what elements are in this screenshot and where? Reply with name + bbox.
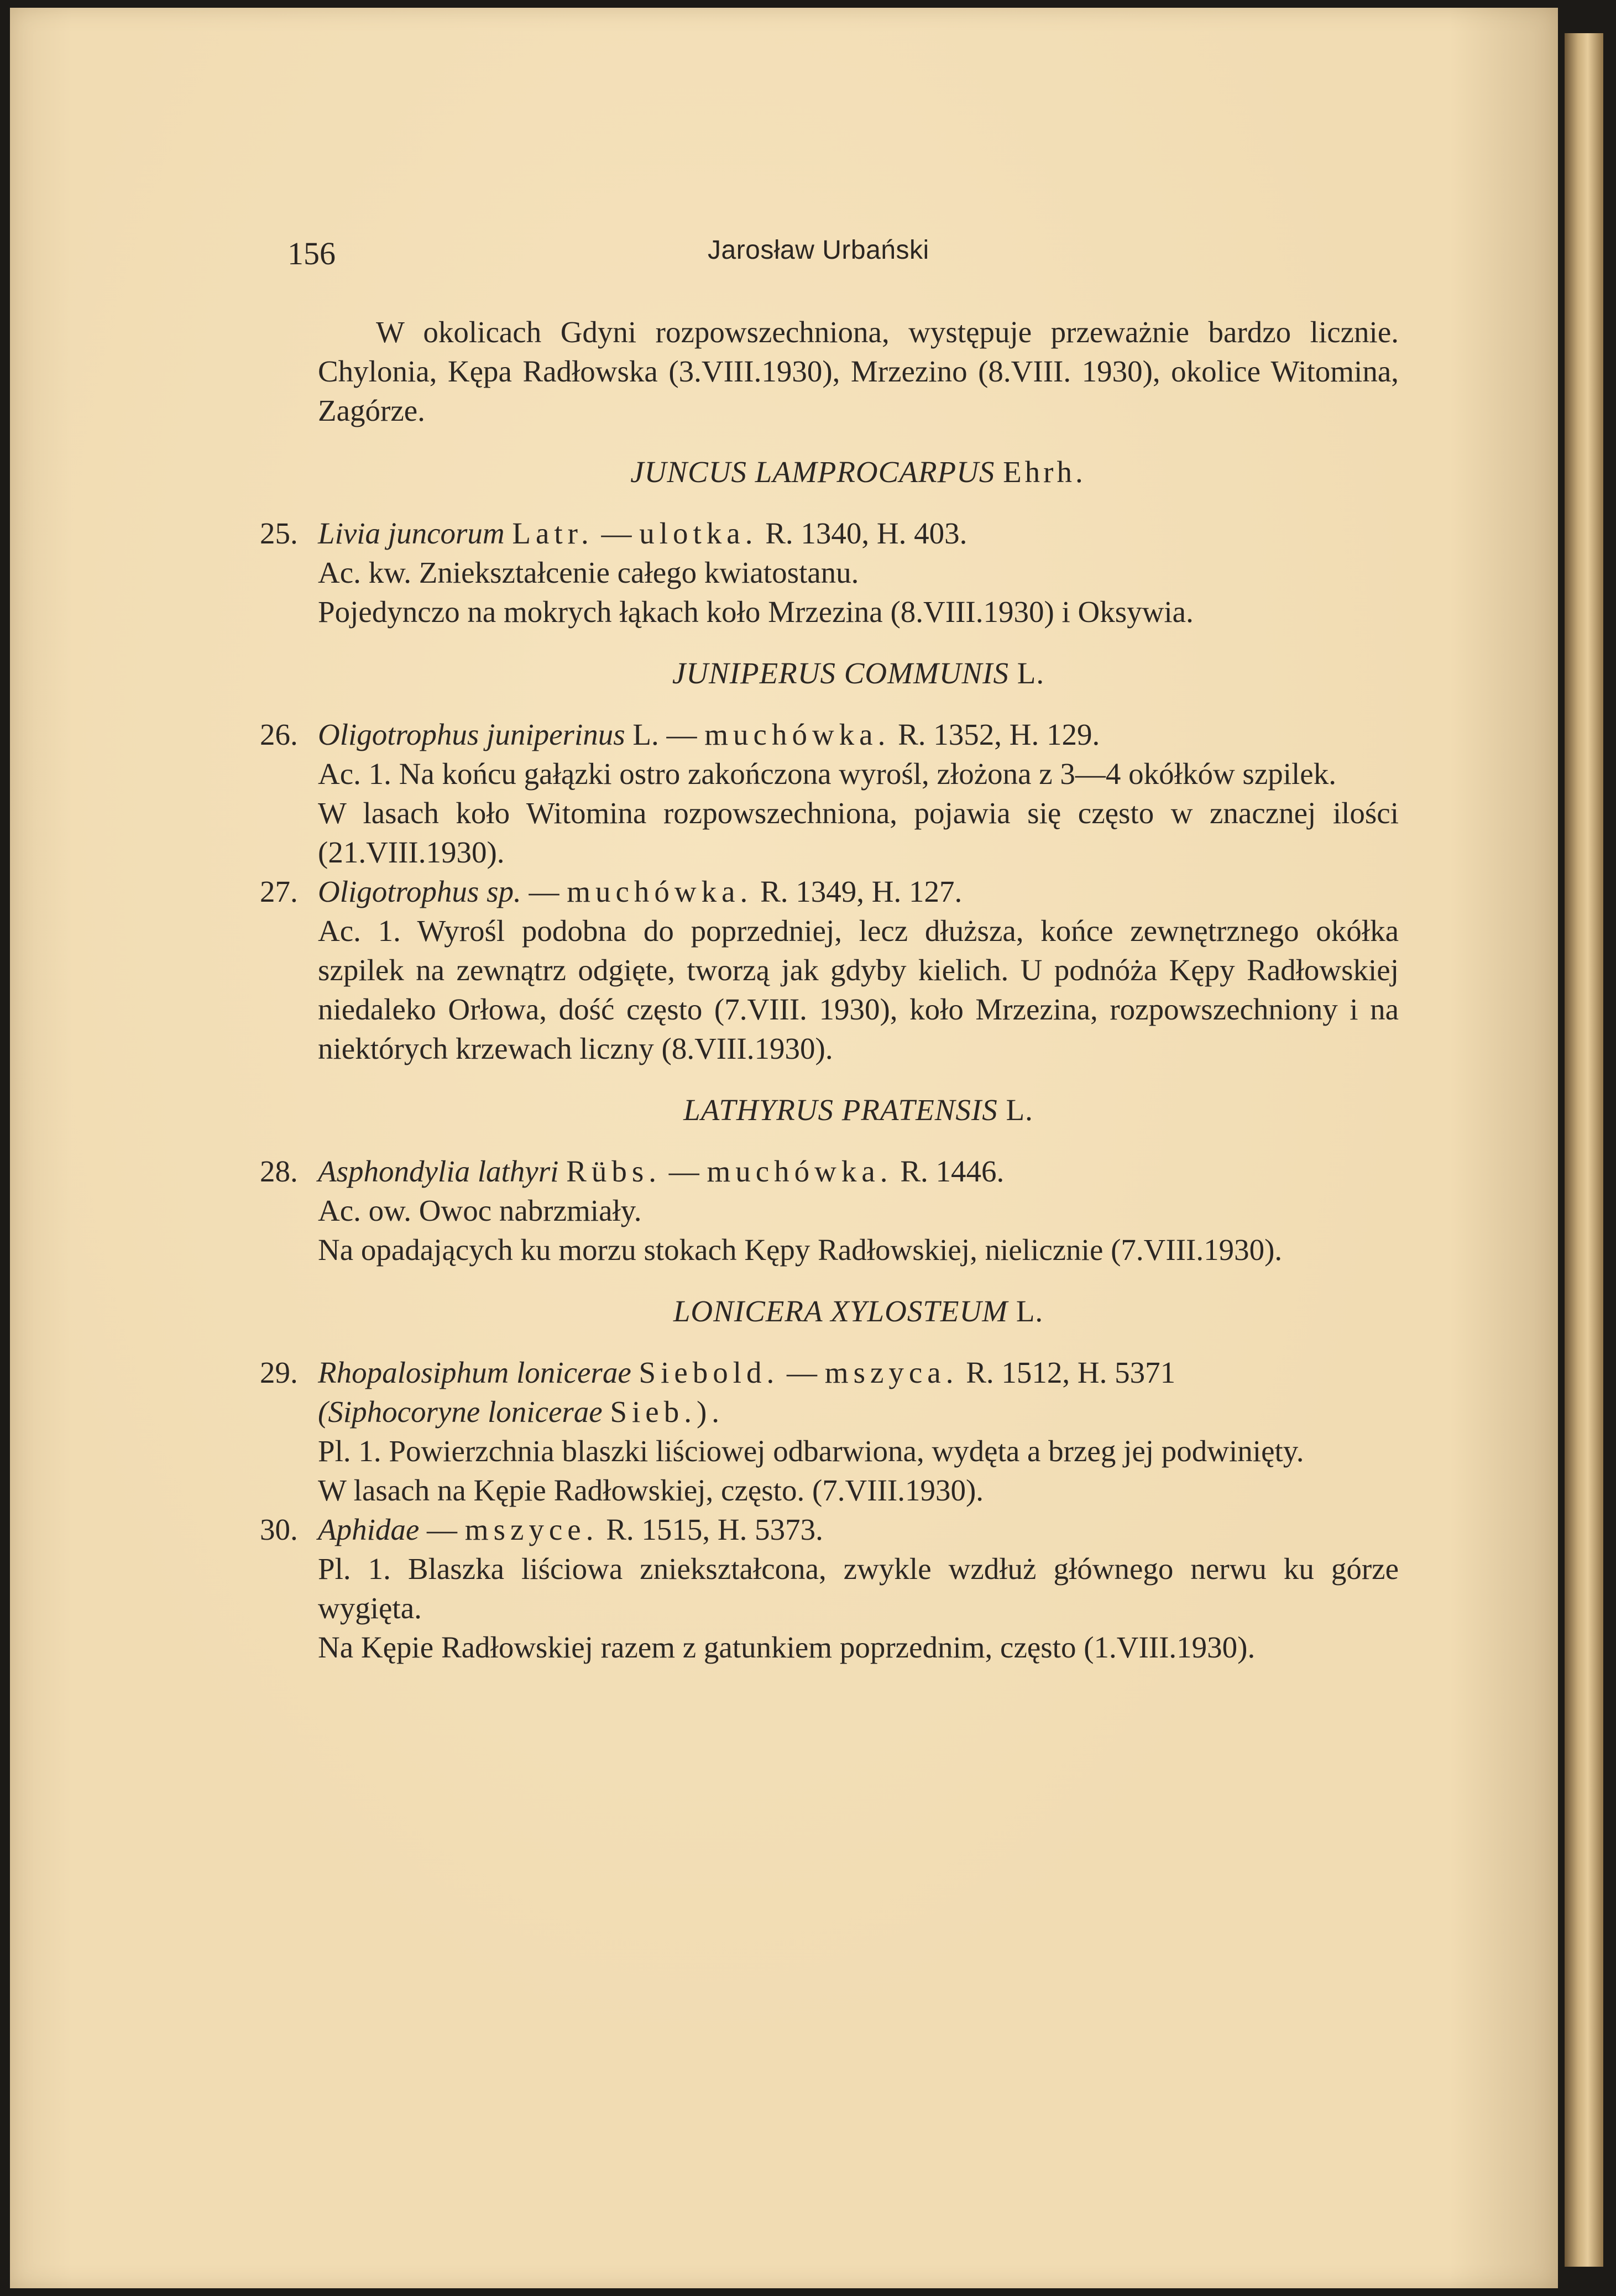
entry-refs: R. 1446.	[892, 1154, 1005, 1188]
entry-refs: R. 1340, H. 403.	[757, 516, 967, 550]
page-body	[260, 312, 1399, 1667]
entry-synonym: (Siphocoryne lonicerae	[318, 1395, 603, 1429]
gall-entry	[260, 1353, 1399, 1510]
plant-author: L.	[1016, 1294, 1044, 1328]
entry-dash: —	[779, 1356, 825, 1389]
entry-refs: R. 1512, H. 5371	[958, 1356, 1176, 1389]
entry-description: Ac. 1. Na końcu gałązki ostro zakończona wyrośl, złożona z 3—4 okółków szpilek.	[318, 757, 1336, 791]
entry-refs: R. 1349, H. 127.	[752, 875, 963, 908]
entry-group: ulotka.	[639, 516, 758, 550]
plant-author: Ehrh.	[1003, 455, 1086, 489]
entry-taxon-author: Rübs.	[566, 1154, 661, 1188]
entry-taxon: Rhopalosiphum lonicerae	[318, 1356, 631, 1389]
entry-description: Ac. ow. Owoc nabrzmiały.	[318, 1194, 642, 1227]
entry-locality: Na opadających ku morzu stokach Kępy Radłowskiej, nielicznie (7.VIII.1930).	[318, 1233, 1283, 1267]
entry-locality: W lasach koło Witomina rozpowszechniona, pojawia się często w znacznej ilości (21.VIII.1930).	[318, 796, 1399, 869]
entry-group: mszyca.	[824, 1356, 959, 1389]
entry-group: muchówka.	[707, 1154, 893, 1188]
entry-taxon-author: Siebold.	[639, 1356, 780, 1389]
plant-name: LATHYRUS PRATENSIS	[683, 1093, 998, 1127]
plant-heading	[318, 452, 1399, 491]
entry-taxon: Oligotrophus sp.	[318, 875, 521, 908]
plant-author: L.	[1017, 656, 1045, 690]
entry-taxon: Aphidae	[318, 1513, 420, 1546]
gall-entry	[260, 514, 1399, 631]
running-head-author: Jarosław Urbański	[708, 236, 929, 265]
plant-name: LONICERA XYLOSTEUM	[673, 1294, 1008, 1328]
entry-number: 25.	[260, 516, 298, 550]
entry-dash: —	[521, 875, 567, 908]
entry-refs: R. 1352, H. 129.	[890, 718, 1100, 751]
entry-dash: —	[419, 1513, 465, 1546]
entry-group: mszyce.	[464, 1513, 599, 1546]
gall-entry	[260, 872, 1399, 1068]
entry-description: Ac. 1. Wyrośl podobna do poprzedniej, lecz dłuższa, końce zewnętrznego okółka szpilek na zewnątrz odgięte, tworzą jak gdyby kielich. U podnóża Kępy Radłowskiej niedaleko Orłowa, dość często (7.VIII. 1930), koło Mrzezina, rozpowszechniony i na niektórych krzewach liczny (8.VIII.1930).	[318, 914, 1399, 1065]
entry-description: Ac. kw. Zniekształcenie całego kwiatostanu.	[318, 556, 859, 589]
plant-name: JUNIPERUS COMMUNIS	[672, 656, 1010, 690]
page-header	[287, 235, 1404, 274]
entry-number: 26.	[260, 718, 298, 751]
entry-number: 27.	[260, 875, 298, 908]
entry-number: 30.	[260, 1513, 298, 1546]
entry-locality: Pojedynczo na mokrych łąkach koło Mrzezina (8.VIII.1930) i Oksywia.	[318, 595, 1194, 629]
entry-locality: W lasach na Kępie Radłowskiej, często. (7.VIII.1930).	[318, 1473, 984, 1507]
entry-group: muchówka.	[704, 718, 891, 751]
entry-synonym-line	[318, 1392, 1399, 1431]
plant-author: L.	[1006, 1093, 1033, 1127]
gall-entry	[260, 715, 1399, 872]
entry-refs: R. 1515, H. 5373.	[598, 1513, 823, 1546]
entry-title-line	[318, 715, 1399, 754]
intro-paragraph: W okolicach Gdyni rozpowszechniona, występuje przeważnie bardzo licznie. Chylonia, Kępa Radłowska (3.VIII.1930), Mrzezino (8.VIII. 1930), okolice Witomina, Zagórze.	[318, 315, 1399, 427]
entry-description: Pl. 1. Blaszka liściowa zniekształcona, zwykle wzdłuż głównego nerwu ku górze wygięta.	[318, 1552, 1399, 1625]
page-number: 156	[287, 236, 336, 271]
entry-taxon-author: L.	[632, 718, 659, 751]
entry-title-line	[318, 872, 1399, 911]
entry-title-line	[318, 1353, 1399, 1392]
gall-entry	[260, 1152, 1399, 1269]
plant-name: JUNCUS LAMPROCARPUS	[630, 455, 995, 489]
gall-entry	[260, 1510, 1399, 1667]
entry-number: 29.	[260, 1356, 298, 1389]
entry-taxon: Livia juncorum	[318, 516, 505, 550]
entry-number: 28.	[260, 1154, 298, 1188]
book-spine-edge	[1565, 33, 1603, 2267]
entry-taxon-author: Latr.	[512, 516, 594, 550]
entry-synonym-author: Sieb.).	[610, 1395, 725, 1429]
plant-heading	[318, 1291, 1399, 1331]
entry-title-line	[318, 1152, 1399, 1191]
entry-title-line	[318, 514, 1399, 553]
entry-taxon: Oligotrophus juniperinus	[318, 718, 625, 751]
entry-title-line	[318, 1510, 1399, 1549]
plant-heading	[318, 1090, 1399, 1129]
plant-heading	[318, 653, 1399, 693]
entry-group: muchówka.	[567, 875, 753, 908]
entry-taxon: Asphondylia lathyri	[318, 1154, 559, 1188]
entry-dash: —	[658, 718, 705, 751]
entry-dash: —	[661, 1154, 707, 1188]
entry-description: Pl. 1. Powierzchnia blaszki liściowej odbarwiona, wydęta a brzeg jej podwinięty.	[318, 1434, 1304, 1468]
entry-locality: Na Kępie Radłowskiej razem z gatunkiem poprzednim, często (1.VIII.1930).	[318, 1630, 1256, 1664]
entry-dash: —	[593, 516, 640, 550]
